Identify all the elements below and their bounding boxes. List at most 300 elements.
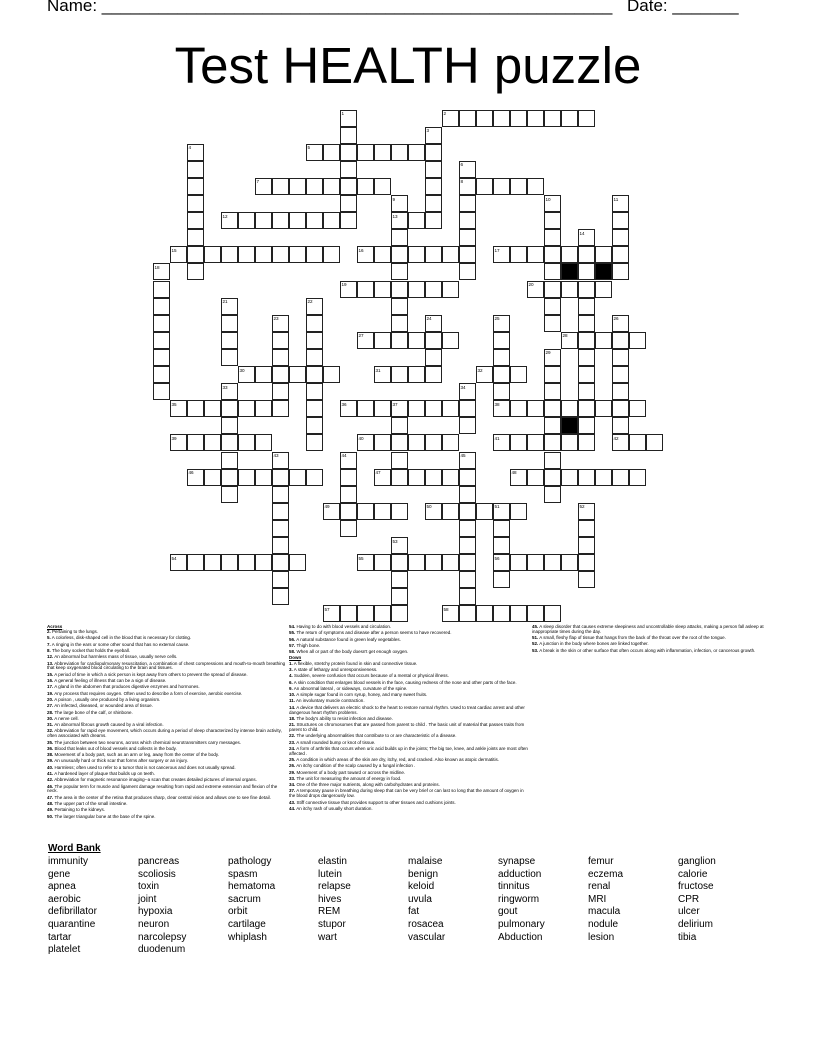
grid-cell[interactable] <box>357 178 374 195</box>
grid-cell[interactable] <box>323 144 340 161</box>
grid-cell[interactable] <box>255 246 272 263</box>
grid-cell[interactable] <box>476 605 493 622</box>
grid-cell[interactable] <box>340 486 357 503</box>
grid-cell[interactable] <box>595 281 612 298</box>
grid-cell[interactable] <box>527 605 544 622</box>
grid-cell[interactable] <box>238 554 255 571</box>
grid-cell[interactable] <box>527 110 544 127</box>
grid-cell[interactable] <box>255 434 272 451</box>
grid-cell[interactable] <box>187 263 204 280</box>
grid-cell[interactable] <box>187 161 204 178</box>
grid-cell[interactable] <box>459 571 476 588</box>
grid-cell[interactable] <box>221 349 238 366</box>
grid-cell[interactable] <box>221 417 238 434</box>
word-bank-item: MRI <box>588 893 607 905</box>
grid-cell[interactable] <box>255 554 272 571</box>
grid-cell[interactable] <box>425 554 442 571</box>
grid-cell[interactable] <box>153 366 170 383</box>
grid-cell[interactable] <box>612 469 629 486</box>
clue-number: 22. <box>289 733 296 739</box>
grid-cell[interactable] <box>306 212 323 229</box>
grid-cell[interactable] <box>323 366 340 383</box>
grid-cell[interactable] <box>306 332 323 349</box>
grid-cell[interactable] <box>221 554 238 571</box>
grid-cell[interactable] <box>255 212 272 229</box>
grid-cell[interactable] <box>425 161 442 178</box>
grid-cell[interactable] <box>493 332 510 349</box>
grid-cell[interactable] <box>408 212 425 229</box>
clue-number: 48. <box>47 801 54 806</box>
grid-cell[interactable] <box>153 349 170 366</box>
grid-cell[interactable] <box>408 144 425 161</box>
word-bank-item: ganglion <box>678 856 716 867</box>
grid-cell[interactable] <box>374 332 391 349</box>
grid-cell[interactable] <box>289 178 306 195</box>
grid-cell[interactable] <box>306 315 323 332</box>
grid-cell[interactable] <box>459 588 476 605</box>
grid-cell[interactable] <box>425 246 442 263</box>
grid-cell[interactable] <box>340 503 357 520</box>
grid-cell[interactable] <box>544 383 561 400</box>
grid-cell[interactable] <box>493 110 510 127</box>
grid-cell[interactable] <box>187 229 204 246</box>
grid-cell[interactable] <box>612 332 629 349</box>
grid-cell[interactable] <box>272 469 289 486</box>
grid-cell[interactable] <box>595 469 612 486</box>
grid-cell[interactable] <box>272 503 289 520</box>
grid-cell[interactable] <box>629 400 646 417</box>
grid-cell[interactable] <box>408 246 425 263</box>
grid-cell[interactable] <box>272 400 289 417</box>
grid-cell[interactable] <box>493 366 510 383</box>
grid-cell[interactable] <box>357 144 374 161</box>
grid-cell[interactable] <box>374 144 391 161</box>
grid-cell[interactable] <box>544 554 561 571</box>
grid-cell[interactable] <box>595 332 612 349</box>
grid-cell[interactable] <box>544 298 561 315</box>
grid-cell[interactable] <box>493 349 510 366</box>
grid-cell[interactable] <box>391 469 408 486</box>
grid-cell[interactable] <box>272 178 289 195</box>
grid-cell[interactable] <box>374 554 391 571</box>
grid-cell[interactable] <box>578 110 595 127</box>
grid-cell[interactable] <box>221 315 238 332</box>
grid-cell[interactable] <box>510 605 527 622</box>
grid-cell[interactable] <box>561 554 578 571</box>
grid-cell[interactable] <box>272 571 289 588</box>
clue-text: The popular term for muscle and ligament damage resulting from rapid and extreme extension and flexion of the neck. <box>47 783 278 794</box>
grid-cell[interactable] <box>629 332 646 349</box>
grid-cell[interactable] <box>612 212 629 229</box>
grid-cell[interactable] <box>459 537 476 554</box>
grid-cell[interactable] <box>544 229 561 246</box>
grid-cell[interactable] <box>629 434 646 451</box>
grid-cell[interactable] <box>612 246 629 263</box>
grid-cell[interactable] <box>578 554 595 571</box>
grid-cell[interactable] <box>306 349 323 366</box>
grid-cell[interactable] <box>544 469 561 486</box>
grid-cell[interactable] <box>391 263 408 280</box>
grid-cell[interactable] <box>391 605 408 622</box>
grid-cell[interactable] <box>493 178 510 195</box>
grid-cell[interactable] <box>544 315 561 332</box>
grid-cell[interactable] <box>612 383 629 400</box>
grid-cell[interactable] <box>493 383 510 400</box>
grid-cell[interactable] <box>289 366 306 383</box>
grid-cell[interactable] <box>459 110 476 127</box>
grid-cell[interactable] <box>544 366 561 383</box>
grid-cell[interactable] <box>306 178 323 195</box>
grid-cell[interactable] <box>374 503 391 520</box>
grid-cell[interactable] <box>391 229 408 246</box>
grid-cell[interactable] <box>561 469 578 486</box>
grid-cell[interactable] <box>578 246 595 263</box>
grid-cell[interactable] <box>187 246 204 263</box>
grid-cell[interactable] <box>391 281 408 298</box>
grid-cell[interactable] <box>323 212 340 229</box>
grid-cell[interactable] <box>578 469 595 486</box>
grid-cell[interactable] <box>459 469 476 486</box>
grid-cell[interactable] <box>408 366 425 383</box>
grid-cell[interactable] <box>391 246 408 263</box>
grid-cell[interactable] <box>476 503 493 520</box>
clue-number-label: 44 <box>341 453 347 458</box>
grid-cell[interactable] <box>289 554 306 571</box>
grid-cell[interactable] <box>306 383 323 400</box>
grid-cell[interactable] <box>272 588 289 605</box>
grid-cell[interactable] <box>306 434 323 451</box>
grid-cell[interactable] <box>425 178 442 195</box>
grid-cell[interactable] <box>527 554 544 571</box>
grid-cell[interactable] <box>459 503 476 520</box>
grid-cell[interactable] <box>459 417 476 434</box>
grid-cell[interactable] <box>595 400 612 417</box>
word-bank-item: tibia <box>678 931 697 943</box>
grid-cell[interactable] <box>459 246 476 263</box>
grid-cell[interactable] <box>340 161 357 178</box>
grid-cell[interactable] <box>187 195 204 212</box>
grid-cell[interactable] <box>476 178 493 195</box>
grid-cell[interactable] <box>527 178 544 195</box>
grid-cell[interactable] <box>204 434 221 451</box>
grid-cell[interactable] <box>442 469 459 486</box>
grid-cell[interactable] <box>153 332 170 349</box>
grid-cell[interactable] <box>544 281 561 298</box>
grid-cell[interactable] <box>221 332 238 349</box>
grid-cell[interactable] <box>272 212 289 229</box>
grid-cell[interactable] <box>442 332 459 349</box>
grid-cell[interactable] <box>306 400 323 417</box>
grid-cell[interactable] <box>391 298 408 315</box>
grid-cell[interactable] <box>561 400 578 417</box>
grid-cell[interactable] <box>561 434 578 451</box>
grid-cell[interactable] <box>510 400 527 417</box>
grid-cell[interactable] <box>493 537 510 554</box>
grid-cell[interactable] <box>204 469 221 486</box>
grid-cell[interactable] <box>510 110 527 127</box>
grid-cell[interactable] <box>510 246 527 263</box>
grid-cell[interactable] <box>425 281 442 298</box>
grid-cell[interactable] <box>391 315 408 332</box>
grid-cell[interactable] <box>544 212 561 229</box>
grid-cell[interactable] <box>493 571 510 588</box>
grid-cell[interactable] <box>238 212 255 229</box>
grid-cell[interactable] <box>255 469 272 486</box>
grid-cell[interactable] <box>612 400 629 417</box>
grid-cell[interactable] <box>391 588 408 605</box>
grid-cell[interactable] <box>578 281 595 298</box>
grid-cell[interactable] <box>527 434 544 451</box>
grid-cell[interactable] <box>510 434 527 451</box>
grid-cell[interactable] <box>340 605 357 622</box>
grid-cell[interactable] <box>408 469 425 486</box>
grid-cell[interactable] <box>527 469 544 486</box>
grid-cell[interactable] <box>561 110 578 127</box>
grid-cell[interactable] <box>459 195 476 212</box>
grid-cell[interactable] <box>391 554 408 571</box>
grid-cell[interactable] <box>340 212 357 229</box>
grid-cell[interactable] <box>408 554 425 571</box>
grid-cell[interactable] <box>425 469 442 486</box>
grid-cell[interactable] <box>578 434 595 451</box>
clue-item <box>289 783 529 788</box>
grid-cell[interactable] <box>578 263 595 280</box>
grid-cell[interactable] <box>272 554 289 571</box>
grid-cell[interactable] <box>272 332 289 349</box>
grid-cell[interactable] <box>459 229 476 246</box>
grid-cell[interactable] <box>493 520 510 537</box>
grid-cell[interactable] <box>374 605 391 622</box>
grid-cell[interactable] <box>578 571 595 588</box>
grid-cell[interactable] <box>340 469 357 486</box>
grid-cell[interactable] <box>374 400 391 417</box>
grid-cell[interactable] <box>425 212 442 229</box>
grid-cell[interactable] <box>646 434 663 451</box>
grid-cell[interactable] <box>221 469 238 486</box>
clue-number: 15. <box>47 671 54 677</box>
grid-cell[interactable] <box>357 605 374 622</box>
grid-cell[interactable] <box>578 349 595 366</box>
grid-cell[interactable] <box>408 332 425 349</box>
grid-cell[interactable] <box>425 434 442 451</box>
grid-cell[interactable] <box>306 366 323 383</box>
clue-number: 9. <box>289 685 293 691</box>
grid-cell[interactable] <box>340 127 357 144</box>
grid-cell[interactable] <box>493 605 510 622</box>
word-bank-item: malaise <box>408 856 443 867</box>
grid-cell[interactable] <box>187 178 204 195</box>
grid-cell[interactable] <box>187 434 204 451</box>
grid-cell[interactable] <box>629 469 646 486</box>
grid-cell[interactable] <box>289 212 306 229</box>
clue-number-label: 37 <box>392 401 398 407</box>
grid-cell[interactable] <box>374 178 391 195</box>
grid-cell[interactable] <box>510 503 527 520</box>
grid-cell[interactable] <box>544 263 561 280</box>
grid-cell[interactable] <box>578 400 595 417</box>
grid-cell[interactable] <box>153 298 170 315</box>
grid-cell[interactable] <box>544 110 561 127</box>
grid-cell[interactable] <box>612 417 629 434</box>
grid-cell[interactable] <box>204 400 221 417</box>
grid-cell[interactable] <box>340 144 357 161</box>
grid-cell[interactable] <box>612 349 629 366</box>
grid-cell[interactable] <box>544 486 561 503</box>
grid-cell[interactable] <box>459 263 476 280</box>
clue-item <box>47 704 287 709</box>
grid-cell[interactable] <box>561 281 578 298</box>
grid-cell[interactable] <box>442 246 459 263</box>
clue-item <box>289 668 529 673</box>
grid-cell[interactable] <box>323 246 340 263</box>
grid-cell[interactable] <box>510 366 527 383</box>
clue-text: A form of arthritis that occurs when uric acid builds up in the joints; The big toe, knee, and ankle joints are most often affected . <box>289 745 528 756</box>
grid-cell[interactable] <box>391 434 408 451</box>
grid-cell[interactable] <box>221 434 238 451</box>
grid-cell[interactable] <box>357 281 374 298</box>
grid-cell[interactable] <box>612 229 629 246</box>
grid-cell[interactable] <box>408 281 425 298</box>
grid-cell[interactable] <box>340 195 357 212</box>
grid-cell[interactable] <box>578 366 595 383</box>
grid-cell[interactable] <box>204 554 221 571</box>
grid-cell[interactable] <box>153 383 170 400</box>
grid-cell[interactable] <box>187 554 204 571</box>
grid-cell[interactable] <box>272 366 289 383</box>
grid-cell[interactable] <box>510 554 527 571</box>
grid-cell[interactable] <box>476 110 493 127</box>
grid-cell[interactable] <box>544 434 561 451</box>
grid-cell[interactable] <box>544 605 561 622</box>
grid-cell[interactable] <box>391 503 408 520</box>
grid-cell[interactable] <box>442 503 459 520</box>
grid-cell[interactable] <box>272 486 289 503</box>
grid-cell[interactable] <box>238 246 255 263</box>
grid-cell[interactable] <box>255 400 272 417</box>
grid-cell[interactable] <box>221 246 238 263</box>
grid-cell[interactable] <box>238 434 255 451</box>
grid-cell[interactable] <box>527 400 544 417</box>
grid-cell[interactable] <box>408 434 425 451</box>
grid-cell[interactable] <box>238 469 255 486</box>
grid-cell[interactable] <box>578 520 595 537</box>
grid-cell[interactable] <box>544 400 561 417</box>
grid-cell[interactable] <box>612 263 629 280</box>
grid-cell[interactable] <box>408 400 425 417</box>
grid-cell[interactable] <box>238 400 255 417</box>
grid-cell[interactable] <box>374 246 391 263</box>
clue-item <box>47 747 287 752</box>
grid-cell[interactable] <box>391 452 408 469</box>
grid-cell[interactable] <box>391 417 408 434</box>
grid-cell[interactable] <box>255 366 272 383</box>
grid-cell[interactable] <box>425 195 442 212</box>
clue-text: Any process that requires oxygen. Often used to describe a form of exercise, aerobic exercise. <box>54 690 243 696</box>
grid-cell[interactable] <box>340 178 357 195</box>
grid-cell[interactable] <box>340 520 357 537</box>
grid-cell[interactable] <box>221 486 238 503</box>
grid-cell[interactable] <box>391 144 408 161</box>
grid-cell[interactable] <box>221 452 238 469</box>
grid-cell[interactable] <box>306 246 323 263</box>
grid-cell[interactable] <box>357 503 374 520</box>
grid-cell[interactable] <box>391 366 408 383</box>
grid-cell[interactable] <box>578 332 595 349</box>
grid-cell[interactable] <box>459 400 476 417</box>
grid-cell[interactable] <box>204 246 221 263</box>
grid-cell[interactable] <box>544 417 561 434</box>
grid-cell[interactable] <box>425 400 442 417</box>
clue-item <box>47 685 287 690</box>
grid-cell[interactable] <box>306 469 323 486</box>
grid-cell[interactable] <box>391 571 408 588</box>
grid-cell[interactable] <box>221 400 238 417</box>
grid-cell[interactable] <box>357 400 374 417</box>
grid-cell[interactable] <box>425 332 442 349</box>
grid-cell[interactable] <box>374 281 391 298</box>
grid-cell[interactable] <box>442 434 459 451</box>
clue-item <box>289 699 529 704</box>
grid-cell[interactable] <box>442 400 459 417</box>
clue-text: A general feeling of illness that can be a sign of disease. <box>54 678 167 684</box>
grid-cell[interactable] <box>442 554 459 571</box>
grid-cell[interactable] <box>459 212 476 229</box>
grid-cell[interactable] <box>425 144 442 161</box>
grid-cell[interactable] <box>459 520 476 537</box>
clue-text: The large bone of the calf, or shinbone. <box>54 709 133 715</box>
grid-cell[interactable] <box>153 315 170 332</box>
grid-cell[interactable] <box>323 178 340 195</box>
grid-cell[interactable] <box>289 469 306 486</box>
grid-cell[interactable] <box>595 246 612 263</box>
grid-cell[interactable] <box>187 212 204 229</box>
grid-cell[interactable] <box>578 537 595 554</box>
grid-cell[interactable] <box>442 281 459 298</box>
grid-cell[interactable] <box>272 349 289 366</box>
grid-cell[interactable] <box>459 605 476 622</box>
grid-cell[interactable] <box>544 246 561 263</box>
word-bank-item: orbit <box>228 906 248 918</box>
clue-item <box>289 717 529 722</box>
grid-cell[interactable] <box>578 383 595 400</box>
grid-cell[interactable] <box>510 178 527 195</box>
grid-cell[interactable] <box>527 246 544 263</box>
clue-number-label: 23 <box>273 316 279 322</box>
grid-cell[interactable] <box>561 246 578 263</box>
grid-cell[interactable] <box>425 349 442 366</box>
grid-cell[interactable] <box>578 298 595 315</box>
grid-cell[interactable] <box>578 417 595 434</box>
grid-cell[interactable] <box>272 246 289 263</box>
clue-number-label: 29 <box>545 350 551 356</box>
grid-cell[interactable] <box>459 554 476 571</box>
word-bank-item: duodenum <box>138 944 186 956</box>
grid-cell[interactable] <box>272 537 289 554</box>
grid-cell[interactable] <box>187 400 204 417</box>
grid-cell[interactable] <box>544 452 561 469</box>
grid-cell[interactable] <box>391 332 408 349</box>
grid-cell[interactable] <box>272 520 289 537</box>
grid-cell[interactable] <box>153 281 170 298</box>
grid-cell[interactable] <box>374 434 391 451</box>
grid-cell[interactable] <box>425 366 442 383</box>
grid-cell[interactable] <box>289 246 306 263</box>
grid-cell[interactable] <box>612 366 629 383</box>
grid-cell[interactable] <box>272 383 289 400</box>
grid-cell[interactable] <box>306 417 323 434</box>
grid-cell[interactable] <box>459 486 476 503</box>
grid-cell[interactable] <box>578 315 595 332</box>
